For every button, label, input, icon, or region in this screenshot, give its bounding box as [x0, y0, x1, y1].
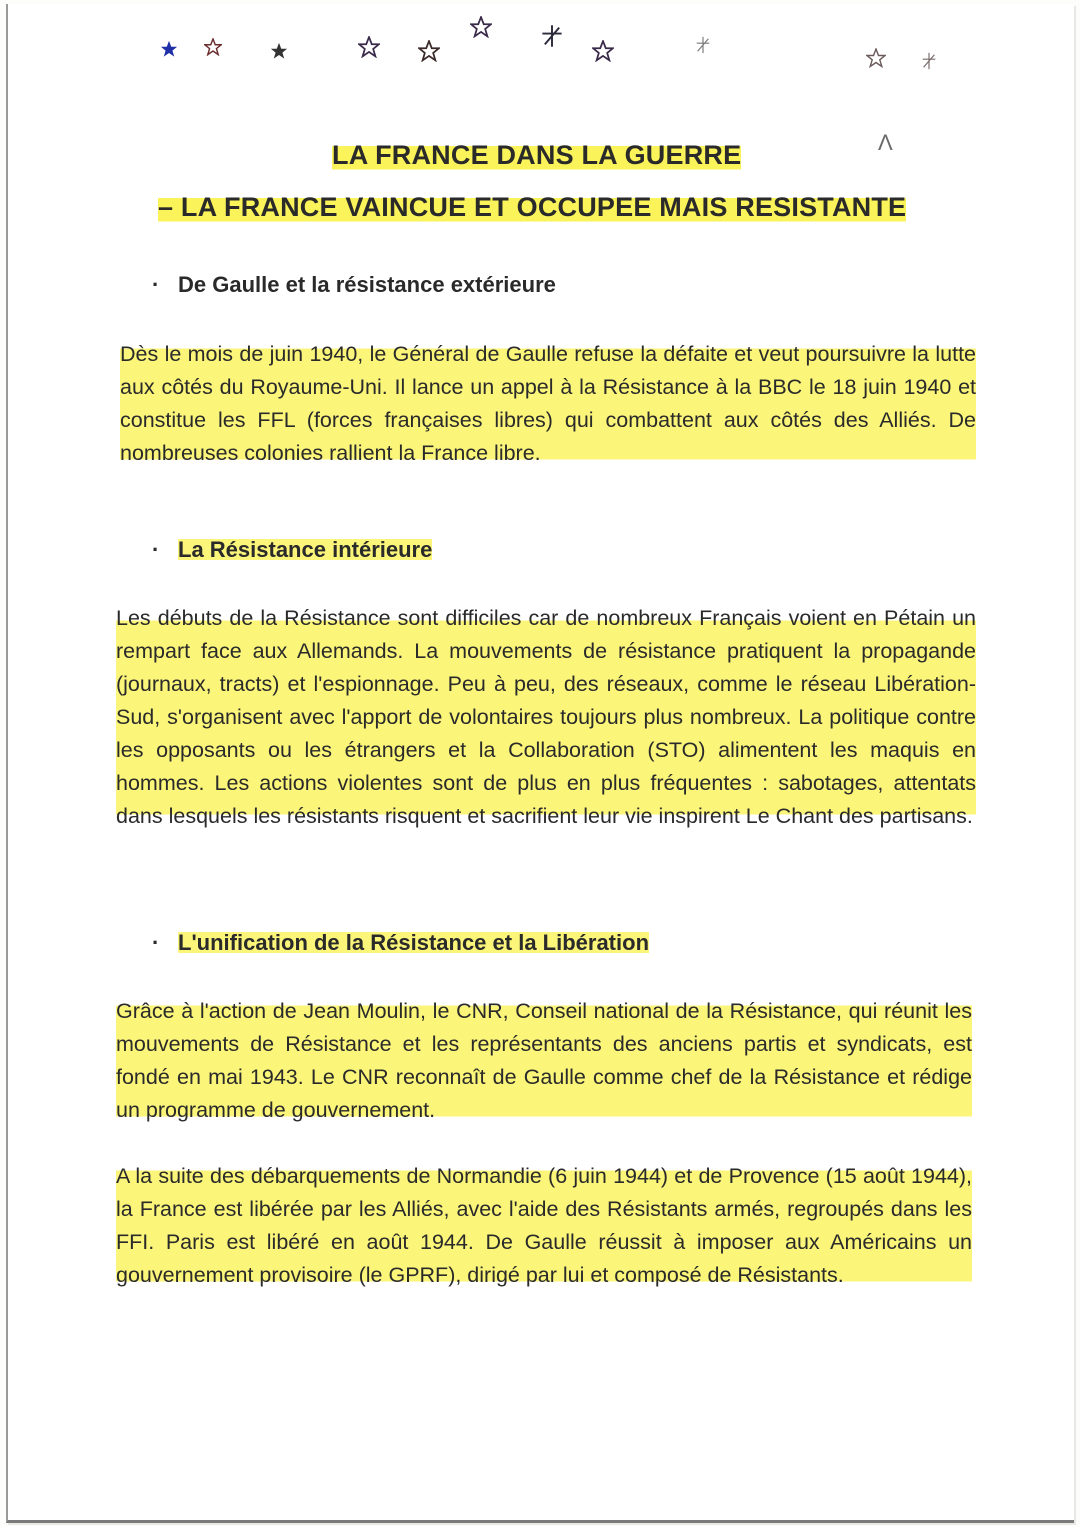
section-paragraph: A la suite des débarquements de Normandie (6 juin 1944) et de Provence (15 août 1944), la France est libérée par les Alliés, avec l'aide des Résistants armés, regroupés dans les FFI. Paris est libéré en août 1944. De Gaulle réussit à imposer aux Américains un gouvernement provisoire (le GPRF), dirigé par lui et composé de Résistants. — [116, 1160, 972, 1292]
bullet-icon: · — [152, 930, 160, 955]
section-heading-text: L'unification de la Résistance et la Libération — [178, 930, 650, 955]
bullet-icon: · — [152, 272, 160, 297]
section-heading — [152, 272, 556, 298]
star-icon — [694, 36, 712, 54]
section-heading — [152, 930, 649, 956]
star-icon — [866, 48, 886, 68]
star-icon — [418, 40, 440, 62]
section-heading-text: La Résistance intérieure — [178, 537, 433, 562]
star-icon — [470, 16, 492, 38]
star-icon — [270, 42, 288, 60]
section-paragraph: Grâce à l'action de Jean Moulin, le CNR, Conseil national de la Résistance, qui réunit les mouvements de Résistance et les représentants des anciens partis et syndicats, est fondé en mai 1943. Le CNR reconnaît de Gaulle comme chef de la Résistance et rédige un programme de gouvernement. — [116, 995, 972, 1127]
section-heading — [152, 537, 432, 563]
star-icon — [592, 40, 614, 62]
star-icon — [160, 40, 178, 58]
doodle-stars — [0, 30, 1080, 80]
section-paragraph: Dès le mois de juin 1940, le Général de Gaulle refuse la défaite et veut poursuivre la lutte aux côtés du Royaume-Uni. Il lance un appel à la Résistance à la BBC le 18 juin 1940 et constitue les FFL (forces françaises libres) qui combattent aux côtés des Alliés. De nombreuses colonies rallient la France libre. — [120, 338, 976, 470]
page-title: LA FRANCE DANS LA GUERRE — [332, 140, 742, 170]
page-subtitle: – LA FRANCE VAINCUE ET OCCUPEE MAIS RESISTANTE — [158, 192, 907, 222]
section-paragraph: Les débuts de la Résistance sont difficiles car de nombreux Français voient en Pétain un rempart face aux Allemands. La mouvements de résistance pratiquent la propagande (journaux, tracts) et l'espionnage. Peu à peu, des réseaux, comme le réseau Libération-Sud, s'organisent avec l'apport de volontaires toujours plus nombreux. La politique contre les opposants ou les étrangers et la Collaboration (STO) alimentent les maquis en hommes. Les actions violentes sont de plus en plus fréquentes : sabotages, attentats dans lesquels les résistants risquent et sacrifient leur vie inspirent Le Chant des partisans. — [116, 602, 976, 833]
caret-mark: Λ — [878, 130, 893, 155]
star-icon — [540, 24, 564, 48]
star-icon — [204, 38, 222, 56]
section-heading-text: De Gaulle et la résistance extérieure — [178, 272, 556, 297]
star-icon — [920, 52, 938, 70]
bullet-icon: · — [152, 537, 160, 562]
star-icon — [358, 36, 380, 58]
